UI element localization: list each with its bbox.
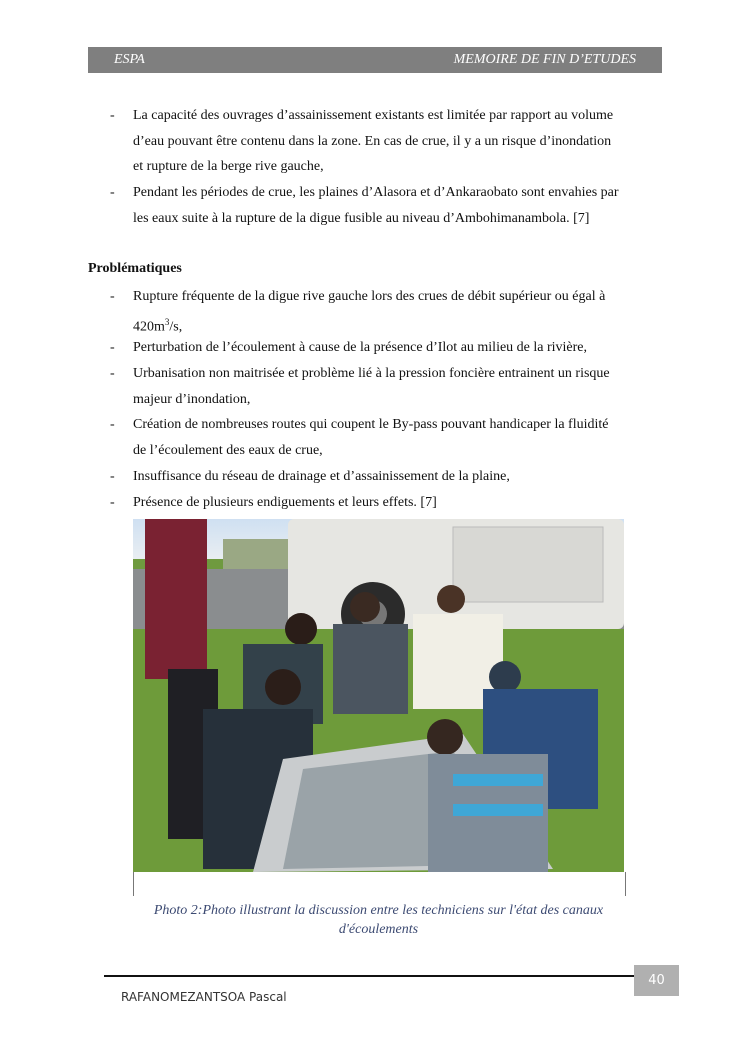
text-line: d’eau pouvant être contenu dans la zone. En cas de crue, il y a un risque d’inondation [133, 133, 612, 149]
text-line: Urbanisation non maitrisée et problème lié à la pression foncière entrainent un risque [133, 366, 610, 381]
text-line: Création de nombreuses routes qui coupent le By-pass pouvant handicaper la fluidité [133, 417, 609, 432]
page-header [88, 47, 662, 73]
bullet-dash: - [110, 495, 115, 510]
field-photo [133, 519, 624, 872]
bullet-dash: - [110, 289, 115, 304]
caption-line: d'écoulements [338, 922, 419, 937]
bullet-dash: - [110, 366, 115, 381]
text-line: Rupture fréquente de la digue rive gauche lors des crues de débit supérieur ou égal à [133, 289, 606, 304]
text-line: Présence de plusieurs endiguements et leurs effets. [7] [133, 495, 437, 510]
text-line: les eaux suite à la rupture de la digue fusible au niveau d’Ambohimanambola. [7] [133, 210, 590, 226]
footer-divider [104, 975, 634, 977]
bullet-dash: - [110, 108, 115, 123]
footer-author: RAFANOMEZANTSOA Pascal [121, 990, 287, 1004]
text-line: La capacité des ouvrages d’assainissement existants est limitée par rapport au volume [133, 108, 614, 123]
bullet-dash: - [110, 340, 115, 355]
header-left-text: ESPA [114, 52, 145, 67]
superscript: 3 [164, 316, 170, 327]
text-line: et rupture de la berge rive gauche, [133, 159, 324, 174]
caption-line: Photo 2:Photo illustrant la discussion entre les techniciens sur l'état des canaux [153, 903, 604, 918]
flow-unit: /s, [169, 319, 183, 335]
text-line: Insuffisance du réseau de drainage et d’assainissement de la plaine, [133, 469, 510, 484]
bullet-dash: - [110, 469, 115, 484]
header-right-text: MEMOIRE DE FIN D’ETUDES [453, 52, 636, 67]
photo-frame [133, 872, 626, 896]
page-number: 40 [634, 965, 679, 996]
text-line: de l’écoulement des eaux de crue, [133, 442, 323, 458]
photo-caption [133, 901, 624, 939]
text-line: majeur d’inondation, [133, 391, 251, 407]
section-heading: Problématiques [88, 261, 182, 276]
text-line: Perturbation de l’écoulement à cause de la présence d’Ilot au milieu de la rivière, [133, 340, 588, 355]
text-line: Pendant les périodes de crue, les plaines d’Alasora et d’Ankaraobato sont envahies par [133, 185, 619, 200]
bullet-dash: - [110, 417, 115, 432]
flow-value: 420m [133, 319, 165, 335]
bullet-dash: - [110, 185, 115, 200]
